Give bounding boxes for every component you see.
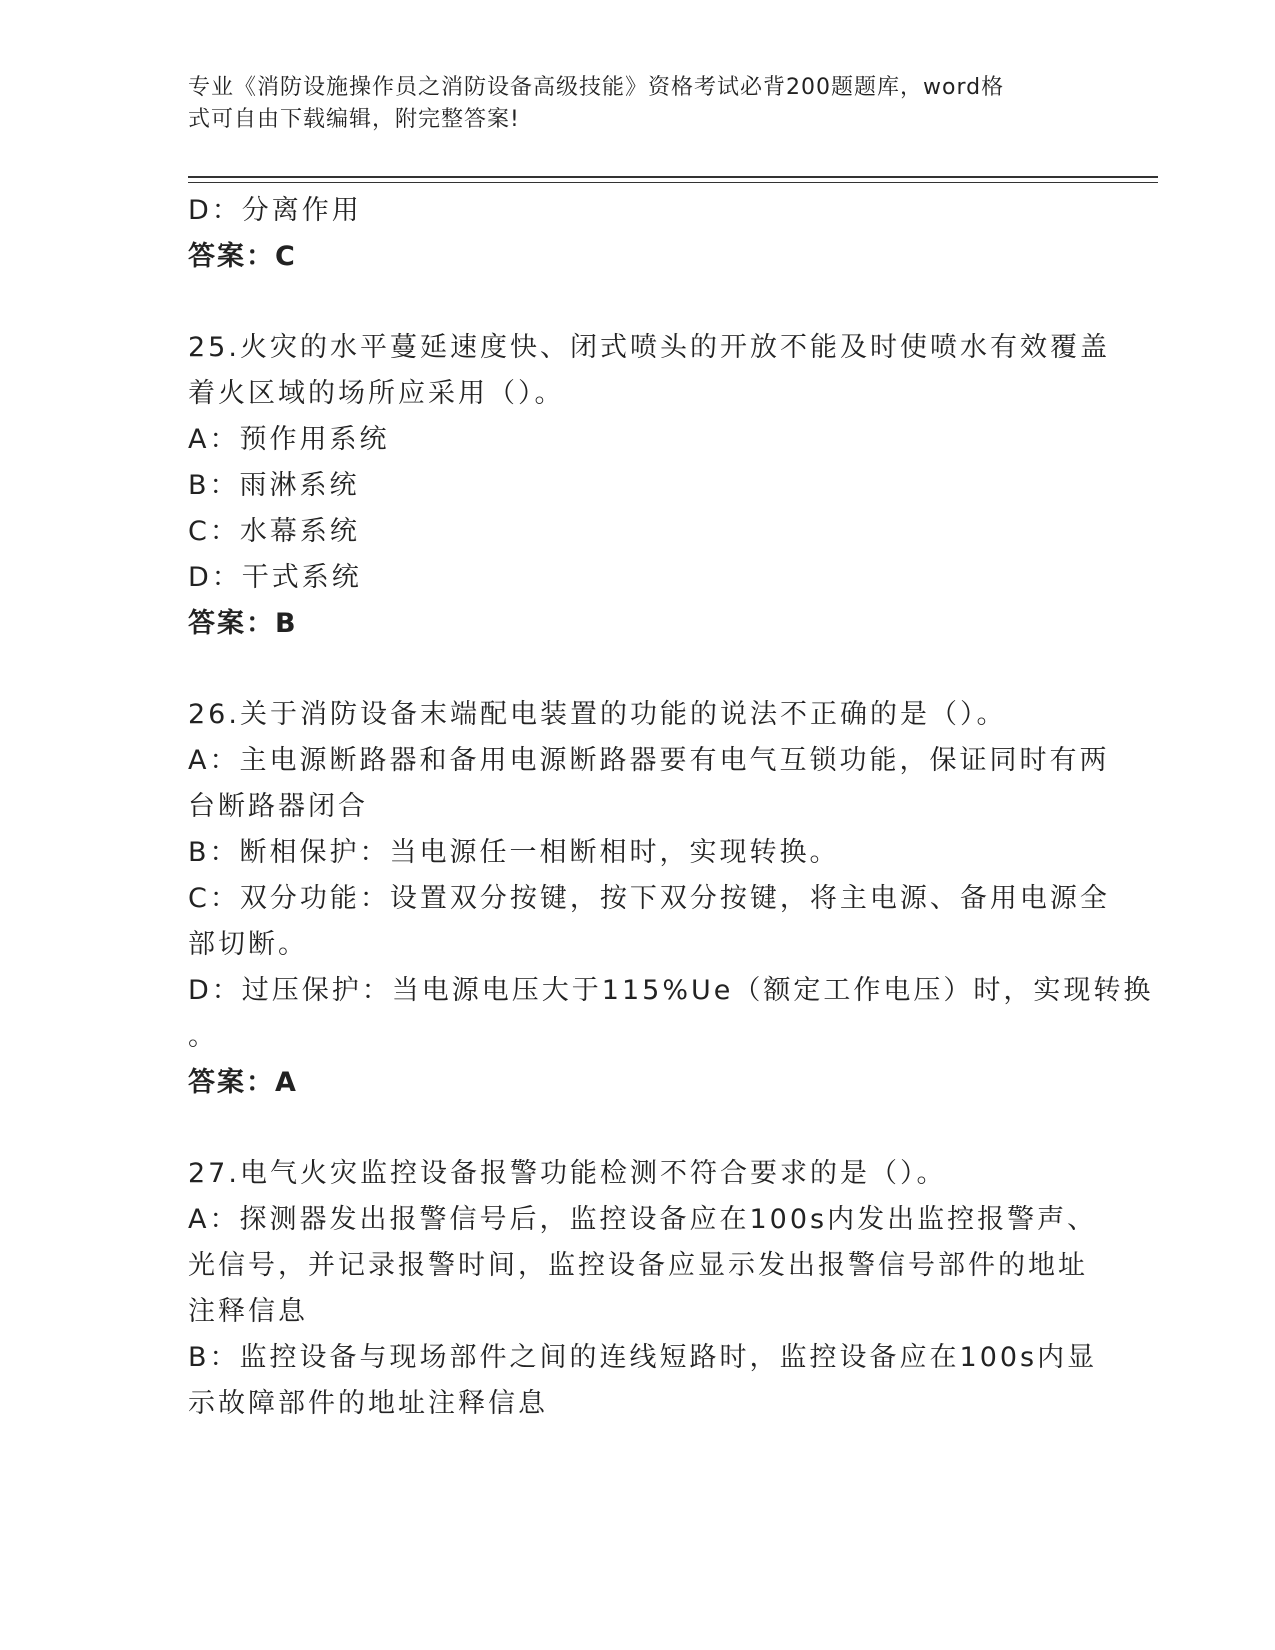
option-a: A：探测器发出报警信号后，监控设备应在100s内发出监控报警声、	[188, 1204, 1098, 1235]
question-text: 着火区域的场所应采用（）。	[188, 378, 565, 409]
header-line-1: 专业《消防设施操作员之消防设备高级技能》资格考试必背200题题库，word格	[188, 75, 1005, 100]
option-d: D：过压保护：当电源电压大于115%Ue（额定工作电压）时，实现转换	[188, 975, 1154, 1006]
option-a-cont: 光信号，并记录报警时间，监控设备应显示发出报警信号部件的地址	[188, 1250, 1088, 1281]
option-b: B：断相保护：当电源任一相断相时，实现转换。	[188, 837, 840, 868]
question-text: 27.电气火灾监控设备报警功能检测不符合要求的是（）。	[188, 1158, 947, 1189]
option-a-cont: 台断路器闭合	[188, 791, 368, 822]
option-b-cont: 示故障部件的地址注释信息	[188, 1388, 548, 1419]
option-c: C：双分功能：设置双分按键，按下双分按键，将主电源、备用电源全	[188, 883, 1110, 914]
header-rule-thin	[188, 182, 1158, 183]
header-line-2: 式可自由下载编辑，附完整答案!	[188, 107, 520, 132]
option-c-cont: 部切断。	[188, 929, 308, 960]
option-c: C：水幕系统	[188, 516, 360, 547]
option-d-cont: 。	[188, 1021, 218, 1052]
question-text: 25.火灾的水平蔓延速度快、闭式喷头的开放不能及时使喷水有效覆盖	[188, 332, 1110, 363]
option-d: D：分离作用	[188, 195, 362, 226]
question-25	[188, 325, 1110, 647]
answer: 答案：B	[188, 608, 298, 639]
question-content	[188, 188, 1154, 1427]
answer: 答案：A	[188, 1067, 298, 1098]
question-text: 26.关于消防设备末端配电装置的功能的说法不正确的是（）。	[188, 699, 1007, 730]
option-a-cont: 注释信息	[188, 1296, 308, 1327]
option-a: A：预作用系统	[188, 424, 390, 455]
option-d: D：干式系统	[188, 562, 362, 593]
document-header	[188, 72, 1068, 136]
option-a: A：主电源断路器和备用电源断路器要有电气互锁功能，保证同时有两	[188, 745, 1110, 776]
option-b: B：雨淋系统	[188, 470, 360, 501]
header-rule-thick	[188, 176, 1158, 178]
option-b: B：监控设备与现场部件之间的连线短路时，监控设备应在100s内显	[188, 1342, 1098, 1373]
answer: 答案：C	[188, 241, 297, 272]
question-26	[188, 692, 1154, 1106]
question-27	[188, 1151, 1098, 1427]
